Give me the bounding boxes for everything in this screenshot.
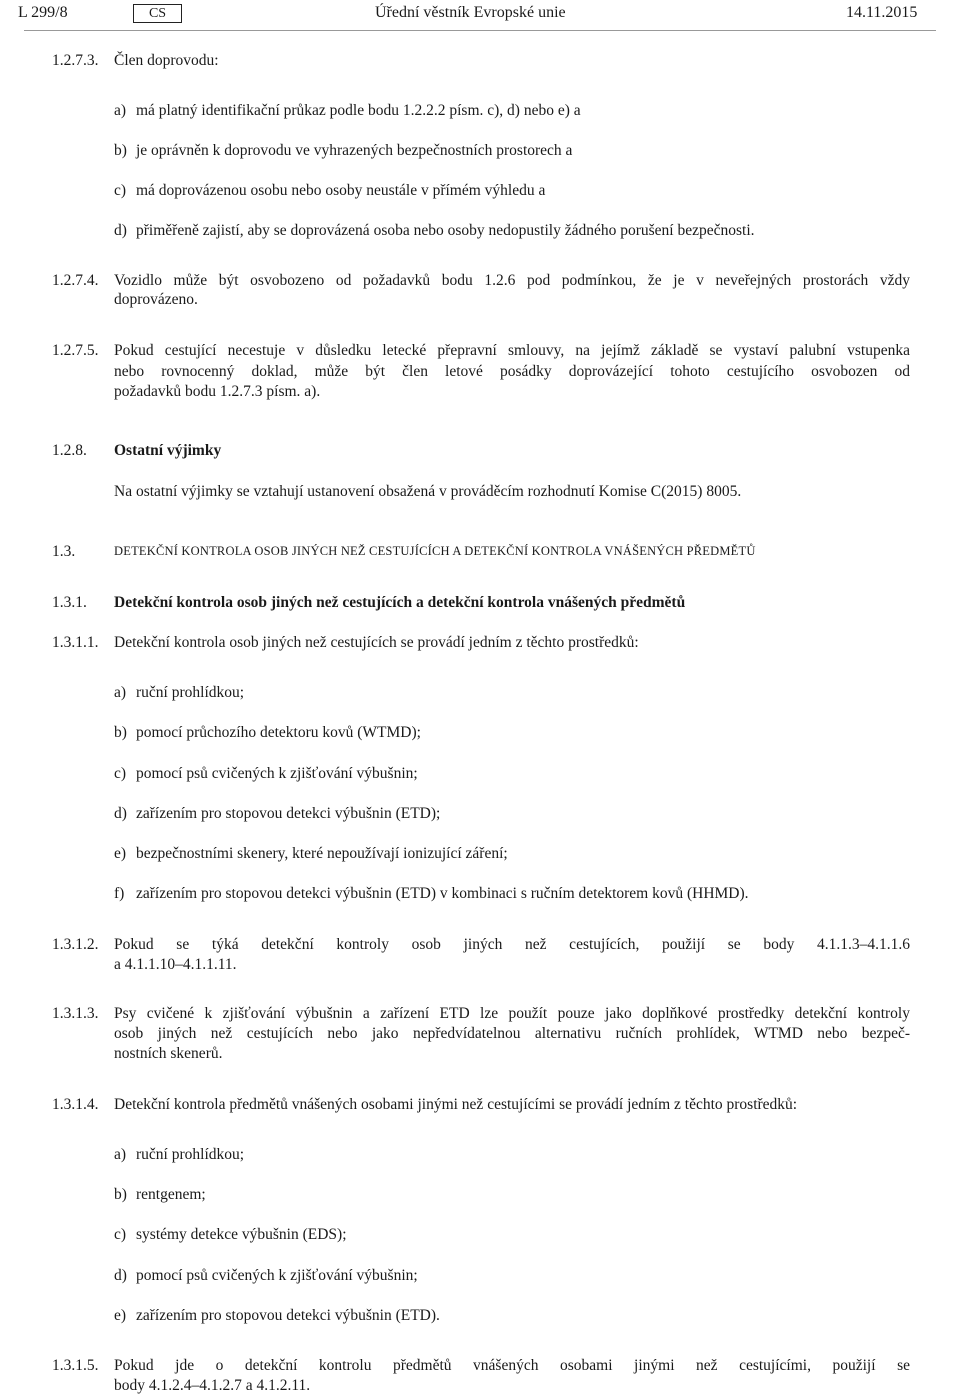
- list-marker: c): [114, 765, 127, 782]
- list-item: [114, 723, 421, 742]
- list-item: [114, 1145, 244, 1164]
- paragraph-line: Pokud se týká detekční kontroly osob jiných než cestujících, použijí se body 4.1.1.3–4.1.1.6: [114, 936, 910, 953]
- section-number: 1.3.1.: [52, 594, 87, 611]
- list-item-text: ruční prohlídkou;: [136, 684, 245, 701]
- list-item-text: má doprovázenou osobu nebo osoby neustále v přímém výhledu a: [136, 182, 546, 199]
- list-item: [114, 804, 440, 823]
- list-item: [114, 844, 508, 863]
- paragraph-line: požadavků bodu 1.2.7.3 písm. a).: [114, 383, 321, 400]
- list-marker: d): [114, 1267, 127, 1284]
- list-item: [114, 884, 749, 903]
- list-item: [114, 1225, 347, 1244]
- list-item-text: je oprávněn k doprovodu ve vyhrazených bezpečnostních prostorech a: [136, 142, 573, 159]
- list-marker: d): [114, 805, 127, 822]
- section-number: 1.3.1.2.: [52, 936, 99, 953]
- journal-title: Úřední věstník Evropské unie: [375, 4, 566, 21]
- list-marker: e): [114, 1307, 127, 1324]
- list-marker: b): [114, 1186, 127, 1203]
- section-title: Člen doprovodu:: [114, 52, 219, 69]
- section-number: 1.3.1.5.: [52, 1357, 99, 1374]
- list-marker: e): [114, 845, 127, 862]
- section-number: 1.2.7.4.: [52, 272, 99, 289]
- paragraph-line: a 4.1.1.10–4.1.1.11.: [114, 956, 237, 973]
- list-item: [114, 141, 572, 160]
- section-number: 1.3.1.1.: [52, 634, 99, 651]
- list-item-text: zařízením pro stopovou detekci výbušnin (ETD) v kombinaci s ručním detektorem kovů (HHMD).: [136, 885, 749, 902]
- list-marker: d): [114, 222, 127, 239]
- paragraph-text: Na ostatní výjimky se vztahují ustanovení obsažená v prováděcím rozhodnutí Komise C(2015) 8005.: [114, 483, 742, 500]
- list-marker: a): [114, 102, 127, 119]
- publication-date: 14.11.2015: [846, 4, 918, 21]
- list-item-text: zařízením pro stopovou detekci výbušnin (ETD).: [136, 1307, 440, 1324]
- paragraph-line: Pokud jde o detekční kontrolu předmětů vnášených osobami jinými než cestujícími, použijí se: [114, 1357, 910, 1374]
- chapter-heading: DETEKČNÍ KONTROLA OSOB JINÝCH NEŽ CESTUJÍCÍCH A DETEKČNÍ KONTROLA VNÁŠENÝCH PŘEDMĚTŮ: [114, 544, 756, 558]
- section-number: 1.3.: [52, 543, 76, 560]
- paragraph-line: Psy cvičené k zjišťování výbušnin a zařízení ETD lze použít pouze jako doplňkové prostředky detekční kontroly: [114, 1005, 910, 1022]
- list-item-text: rentgenem;: [136, 1186, 206, 1203]
- paragraph-line: Pokud cestující necestuje v důsledku letecké přepravní smlouvy, na jejímž základě se vystaví palubní vstupenka: [114, 342, 910, 359]
- list-item-text: pomocí psů cvičených k zjišťování výbušnin;: [136, 1267, 418, 1284]
- list-item: [114, 1306, 440, 1325]
- paragraph-line: Vozidlo může být osvobozeno od požadavků bodu 1.2.6 pod podmínkou, že je v neveřejných prostorách vždy: [114, 272, 910, 289]
- paragraph-line: nebo rovnocenný doklad, může být člen letové posádky doprovázející tohoto cestujícího osvobozen od: [114, 363, 910, 380]
- list-marker: b): [114, 724, 127, 741]
- section-title: Ostatní výjimky: [114, 442, 222, 459]
- list-marker: a): [114, 684, 127, 701]
- list-item: [114, 221, 755, 240]
- list-item-text: má platný identifikační průkaz podle bodu 1.2.2.2 písm. c), d) nebo e) a: [136, 102, 581, 119]
- list-item-text: pomocí psů cvičených k zjišťování výbušnin;: [136, 765, 418, 782]
- section-number: 1.2.8.: [52, 442, 87, 459]
- header-rule: [24, 30, 936, 31]
- list-marker: f): [114, 885, 125, 902]
- list-item: [114, 764, 418, 783]
- paragraph-line: doprovázeno.: [114, 291, 198, 308]
- section-title: Detekční kontrola osob jiných než cestujících a detekční kontrola vnášených předmětů: [114, 594, 686, 611]
- list-item-text: ruční prohlídkou;: [136, 1146, 245, 1163]
- list-marker: a): [114, 1146, 127, 1163]
- paragraph-line: body 4.1.2.4–4.1.2.7 a 4.1.2.11.: [114, 1377, 311, 1394]
- list-item-text: pomocí průchozího detektoru kovů (WTMD);: [136, 724, 421, 741]
- list-marker: c): [114, 1226, 127, 1243]
- list-item-text: bezpečnostními skenery, které nepoužívají ionizující záření;: [136, 845, 508, 862]
- list-item: [114, 181, 545, 200]
- paragraph-text: Detekční kontrola osob jiných než cestujících se provádí jedním z těchto prostředků:: [114, 634, 639, 651]
- language-badge: CS: [133, 4, 182, 23]
- section-number: 1.2.7.5.: [52, 342, 99, 359]
- paragraph-line: nostních skenerů.: [114, 1045, 223, 1062]
- list-marker: c): [114, 182, 127, 199]
- list-item-text: zařízením pro stopovou detekci výbušnin (ETD);: [136, 805, 441, 822]
- section-number: 1.2.7.3.: [52, 52, 99, 69]
- list-marker: b): [114, 142, 127, 159]
- section-number: 1.3.1.4.: [52, 1096, 99, 1113]
- paragraph-line: osob jiných než cestujících nebo jako nepředvídatelnou alternativu ručních prohlídek, WTMD nebo bezpeč-: [114, 1025, 910, 1042]
- list-item-text: systémy detekce výbušnin (EDS);: [136, 1226, 347, 1243]
- list-item: [114, 1266, 418, 1285]
- list-item-text: přiměřeně zajistí, aby se doprovázená osoba nebo osoby nedopustily žádného porušení bezpečnosti.: [136, 222, 755, 239]
- list-item: [114, 1185, 206, 1204]
- page-reference: L 299/8: [18, 4, 68, 21]
- list-item: [114, 101, 581, 120]
- section-number: 1.3.1.3.: [52, 1005, 99, 1022]
- list-item: [114, 683, 244, 702]
- paragraph-text: Detekční kontrola předmětů vnášených osobami jinými než cestujícími se provádí jedním z těchto prostředků:: [114, 1096, 798, 1113]
